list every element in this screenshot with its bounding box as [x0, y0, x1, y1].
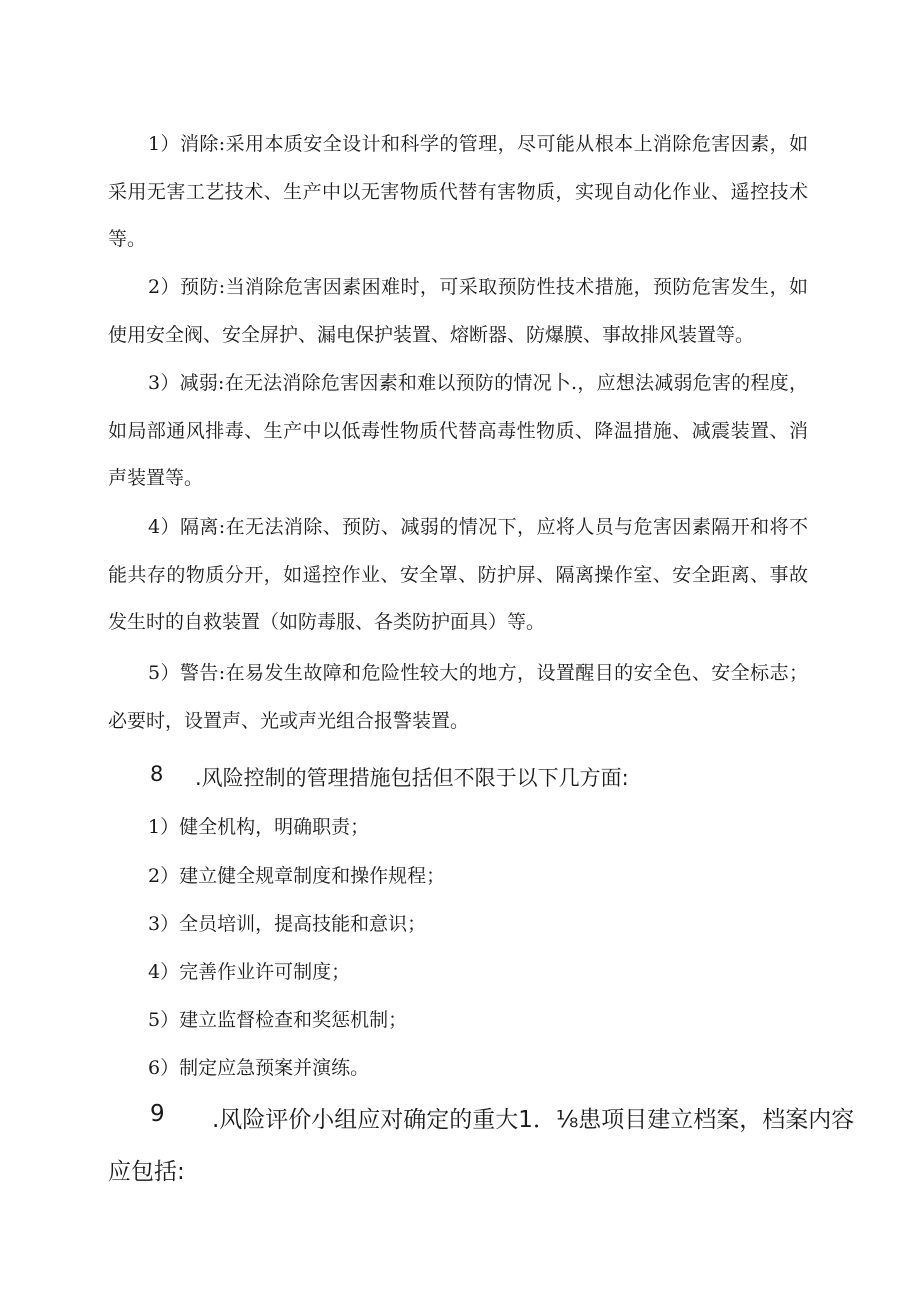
section-9-title-continued: 应包括:	[108, 1159, 185, 1185]
list-item: 1）健全机构，明确职责；	[148, 816, 370, 838]
list-item: 3）全员培训，提高技能和意识；	[148, 913, 427, 935]
section-9-number: 9	[150, 1101, 165, 1127]
section-9-heading	[150, 1101, 855, 1133]
paragraph-reduce: 3）减弱:在无法消除危害因素和难以预防的情况卜.，应想法减弱危害的程度，如局部通风排毒、生产中以低毒性物质代替高毒性物质、降温措施、减震装置、消声装置等。	[108, 372, 808, 489]
paragraph-isolate: 4）隔离:在无法消除、预防、减弱的情况下，应将人员与危害因素隔开和将不能共存的物质分开，如遥控作业、安全罩、防护屏、隔离操作室、安全距离、事故发生时的自救装置（如防毒服、各类防护面具）等。	[108, 516, 808, 633]
list-item: 6）制定应急预案并演练。	[148, 1057, 370, 1079]
paragraph-warn: 5）警告:在易发生故障和危险性较大的地方，设置醒目的安全色、安全标志；必要时，设置声、光或声光组合报警装置。	[108, 662, 808, 732]
paragraph-prevent: 2）预防:当消除危害因素困难时，可采取预防性技术措施，预防危害发生，如使用安全阀、安全屏护、漏电保护装置、熔断器、防爆膜、事故排风装置等。	[108, 276, 808, 346]
paragraph-eliminate: 1）消除:采用本质安全设计和科学的管理，尽可能从根本上消除危害因素，如采用无害工艺技术、生产中以无害物质代替有害物质，实现自动化作业、遥控技术等。	[108, 133, 808, 250]
list-item: 5）建立监督检查和奖惩机制；	[148, 1009, 408, 1031]
list-item: 2）建立健全规章制度和操作规程；	[148, 865, 446, 887]
list-item: 4）完善作业许可制度；	[148, 961, 351, 983]
section-8-title: .风险控制的管理措施包括但不限于以下几方面:	[195, 766, 629, 790]
section-8-heading	[150, 762, 710, 792]
section-9-title: .风险评价小组应对确定的重大1．⅛患项目建立档案，档案内容	[212, 1107, 855, 1133]
section-8-number: 8	[150, 762, 164, 786]
